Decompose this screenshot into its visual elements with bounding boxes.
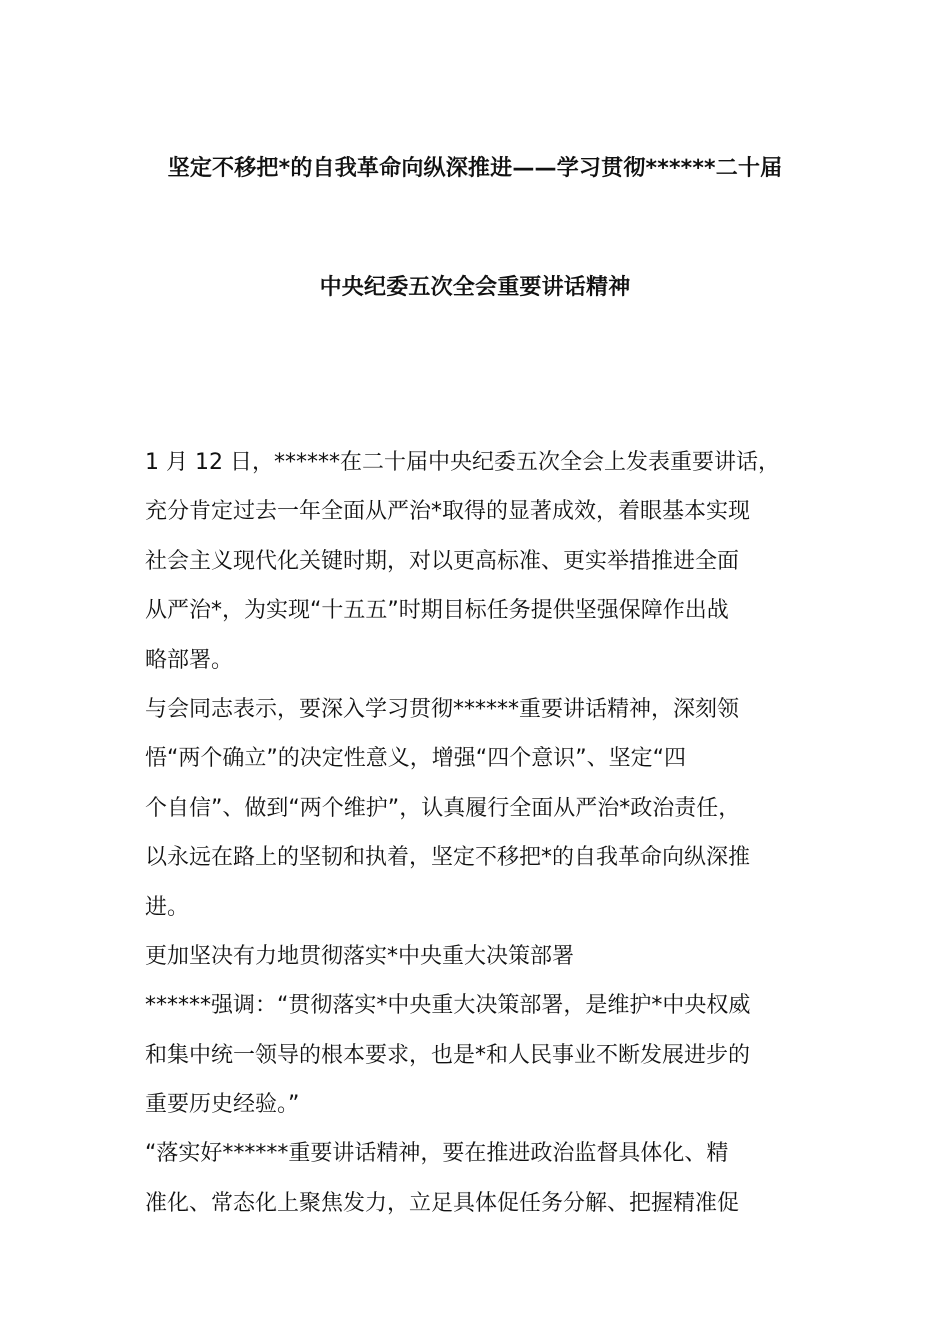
- body-line: 充分肯定过去一年全面从严治*取得的显著成效，着眼基本实现: [145, 499, 751, 525]
- body-line: 社会主义现代化关键时期，对以更高标准、更实举措推进全面: [145, 548, 740, 574]
- body-line: 进。: [145, 894, 190, 920]
- body-line: 重要历史经验。”: [145, 1092, 300, 1118]
- body-line: 以永远在路上的坚韧和执着，坚定不移把*的自我革命向纵深推: [145, 845, 751, 871]
- body-line: ******强调：“贯彻落实*中央重大决策部署，是维护*中央权威: [145, 993, 751, 1019]
- body-line: 从严治*，为实现“十五五”时期目标任务提供坚强保障作出战: [145, 598, 729, 624]
- body-line: 个自信”、做到“两个维护”，认真履行全面从严治*政治责任，: [145, 795, 741, 821]
- body-line: 1 月 12 日，******在二十届中央纪委五次全会上发表重要讲话，: [145, 450, 780, 475]
- body-line: 和集中统一领导的根本要求，也是*和人民事业不断发展进步的: [145, 1042, 751, 1068]
- body-line: 准化、常态化上聚焦发力，立足具体促任务分解、把握精准促: [145, 1190, 740, 1216]
- body-line: “落实好******重要讲话精神，要在推进政治监督具体化、精: [145, 1141, 729, 1167]
- body-line: 悟“两个确立”的决定性意义，增强“四个意识”、坚定“四: [145, 746, 686, 772]
- body-line: 略部署。: [145, 647, 234, 673]
- document-body: [145, 438, 815, 1228]
- body-line: 与会同志表示，要深入学习贯彻******重要讲话精神，深刻领: [145, 696, 740, 722]
- document-title-line-1: 坚定不移把*的自我革命向纵深推进——学习贯彻******二十届: [167, 156, 783, 181]
- section-heading: 更加坚决有力地贯彻落实*中央重大决策部署: [145, 943, 575, 969]
- document-title-line-2: 中央纪委五次全会重要讲话精神: [319, 275, 631, 300]
